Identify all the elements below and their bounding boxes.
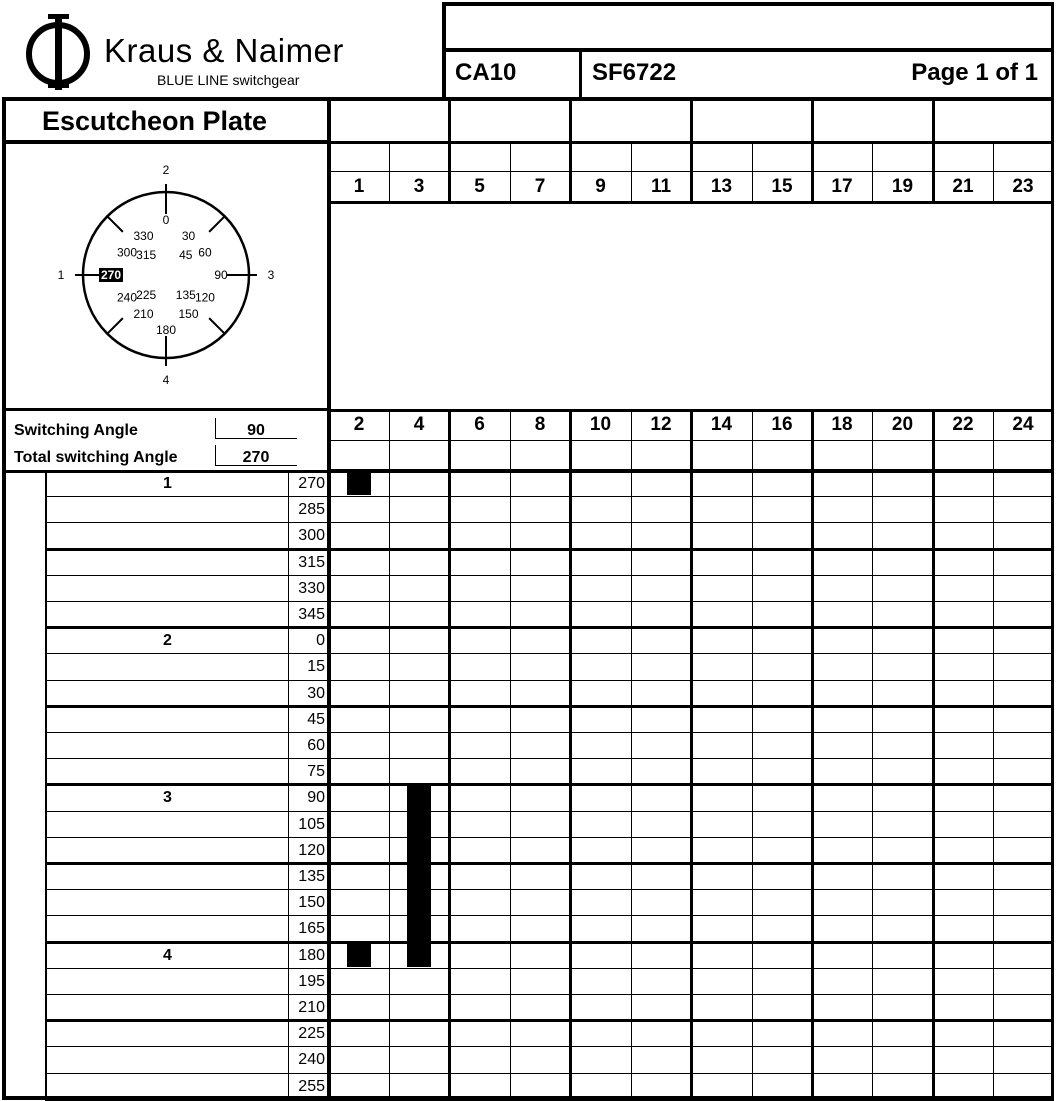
dial-angle-210: 210 — [133, 306, 154, 321]
switching-angle-label: Switching Angle — [14, 422, 138, 439]
terminal-bottom-14: 14 — [710, 414, 733, 435]
contact-closed-bar-1-2 — [347, 471, 371, 495]
grid-row-line — [45, 705, 1054, 708]
contact-closed-bar-1-2 — [347, 943, 371, 967]
angle-label-195: 195 — [298, 972, 325, 990]
dial-angle-240: 240 — [117, 290, 138, 305]
angle-label-285: 285 — [298, 501, 325, 519]
brand-tagline: BLUE LINE switchgear — [157, 72, 300, 88]
dial-angle-225: 225 — [136, 287, 157, 302]
terminal-top-1: 1 — [353, 176, 365, 197]
angle-label-105: 105 — [298, 815, 325, 833]
brand-name: Kraus & Naimer — [104, 32, 344, 69]
terminal-bottom-22: 22 — [952, 414, 974, 435]
position-label-2: 2 — [163, 632, 172, 650]
terminal-bottom-12: 12 — [650, 414, 672, 435]
grid-row-line — [45, 994, 1054, 995]
dial-box-bottom — [2, 408, 331, 411]
dial-angle-300: 300 — [117, 245, 138, 260]
grid-row-line — [45, 758, 1054, 759]
grid-row-line — [45, 915, 1054, 916]
dial-angle-90: 90 — [214, 268, 228, 282]
total-angle-value: 270 — [242, 449, 270, 466]
terminal-top-23: 23 — [1012, 176, 1034, 197]
terminal-top-5: 5 — [474, 176, 485, 197]
grid-row-line — [45, 575, 1054, 576]
angles-box-bottom — [2, 470, 331, 473]
grid-row-line — [45, 653, 1054, 654]
grid-row-line — [45, 1019, 1054, 1022]
angle-label-135: 135 — [298, 868, 325, 885]
angle-label-240: 240 — [298, 1051, 325, 1069]
header-col-line — [569, 97, 572, 144]
grid-row-line — [45, 783, 1054, 786]
page-number: Page 1 of 1 — [911, 59, 1038, 86]
header-col-line — [811, 97, 814, 144]
dial-position-1: 1 — [57, 268, 65, 282]
angle-label-45: 45 — [307, 710, 325, 728]
terminal-bottom-2: 2 — [353, 414, 365, 435]
dial-angle-180: 180 — [155, 323, 177, 337]
terminal-bottom-4: 4 — [413, 414, 425, 435]
dial-angle-270: 270 — [100, 268, 122, 282]
grid-row-line — [45, 1073, 1054, 1074]
terminal-top-13: 13 — [710, 176, 733, 197]
dial-angle-60: 60 — [198, 245, 212, 260]
dial-position-4: 4 — [162, 373, 170, 387]
terminal-bottom-20: 20 — [891, 414, 914, 435]
part-number: SF6722 — [592, 59, 677, 86]
angle-label-60: 60 — [307, 737, 325, 754]
angle-label-300: 300 — [298, 527, 325, 545]
angle-label-120: 120 — [298, 841, 325, 859]
angle-label-165: 165 — [298, 920, 325, 938]
dial-position-2: 2 — [162, 165, 170, 177]
grid-row-line — [45, 548, 1054, 551]
angle-label-345: 345 — [298, 606, 325, 623]
angle-label-15: 15 — [307, 658, 325, 676]
header-col-line — [448, 97, 451, 144]
terminal-top-15: 15 — [771, 176, 793, 197]
grid-row-line — [45, 837, 1054, 838]
dial-angle-150: 150 — [178, 306, 199, 321]
left-panel-divider — [327, 97, 331, 1100]
angle-label-330: 330 — [298, 579, 325, 597]
grid-row-line — [45, 862, 1054, 865]
outer-frame-left — [2, 97, 6, 1100]
grid-row-line — [45, 601, 1054, 602]
dial-angle-30: 30 — [181, 229, 196, 244]
angle-label-180: 180 — [298, 946, 325, 964]
dial-angle-315: 315 — [136, 248, 157, 263]
terminal-top-7: 7 — [534, 176, 546, 197]
outer-frame-right — [1051, 2, 1054, 1100]
grid-row-line — [45, 680, 1054, 681]
header-col-line — [932, 97, 935, 144]
terminal-bottom-18: 18 — [831, 414, 853, 435]
terminal-bottom-10: 10 — [589, 414, 612, 435]
terminal-bottom-6: 6 — [474, 414, 485, 435]
position-label-3: 3 — [163, 789, 172, 807]
grid-row-line — [45, 522, 1054, 523]
dial-angle-330: 330 — [133, 229, 154, 244]
grid-row-line — [45, 1046, 1054, 1047]
terminal-bottom-24: 24 — [1012, 414, 1034, 435]
position-label-1: 1 — [163, 475, 172, 492]
grid-row-line — [45, 811, 1054, 812]
angle-label-255: 255 — [298, 1077, 325, 1095]
angle-label-270: 270 — [298, 475, 325, 492]
switching-angle-value: 90 — [247, 422, 265, 439]
terminal-bottom-8: 8 — [534, 414, 546, 435]
angle-label-210: 210 — [298, 999, 325, 1016]
terminal-top-3: 3 — [413, 176, 425, 197]
terminal-top-17: 17 — [831, 176, 853, 197]
outer-frame-top — [2, 97, 1054, 101]
grid-row-line — [45, 732, 1054, 733]
grid-row-line — [45, 968, 1054, 969]
grid-row-line — [45, 889, 1054, 890]
total-angle-label: Total switching Angle — [14, 449, 178, 466]
angle-label-315: 315 — [298, 553, 325, 571]
header-divider — [445, 48, 1053, 52]
terminal-top-19: 19 — [891, 176, 914, 197]
terminal-bottom-16: 16 — [771, 414, 793, 435]
dial-position-3: 3 — [267, 268, 275, 282]
section-title: Escutcheon Plate — [42, 106, 268, 136]
angle-label-0: 0 — [316, 632, 325, 650]
grid-row-line — [45, 626, 1054, 629]
angle-label-225: 225 — [298, 1025, 325, 1043]
dial-angle-135: 135 — [175, 287, 196, 302]
header-divider-vertical — [579, 48, 582, 100]
position-label-4: 4 — [163, 946, 172, 964]
grid-row-line — [45, 496, 1054, 497]
contact-closed-bar-3-4 — [407, 785, 431, 966]
title-row-bottom — [2, 140, 331, 144]
grid-row-line — [45, 941, 1054, 944]
angle-label-90: 90 — [307, 789, 325, 807]
angle-label-75: 75 — [307, 763, 325, 781]
model-code: CA10 — [455, 59, 517, 86]
header-col-line — [690, 97, 693, 144]
dial-angle-45: 45 — [179, 248, 193, 263]
angle-label-150: 150 — [298, 894, 325, 912]
terminal-top-21: 21 — [952, 176, 974, 197]
terminal-top-9: 9 — [595, 176, 606, 197]
dial-angle-120: 120 — [194, 290, 215, 305]
header-frame-top — [442, 2, 1054, 6]
dial-angle-0: 0 — [162, 213, 170, 227]
terminal-top-11: 11 — [650, 176, 672, 197]
angle-label-30: 30 — [307, 684, 325, 702]
